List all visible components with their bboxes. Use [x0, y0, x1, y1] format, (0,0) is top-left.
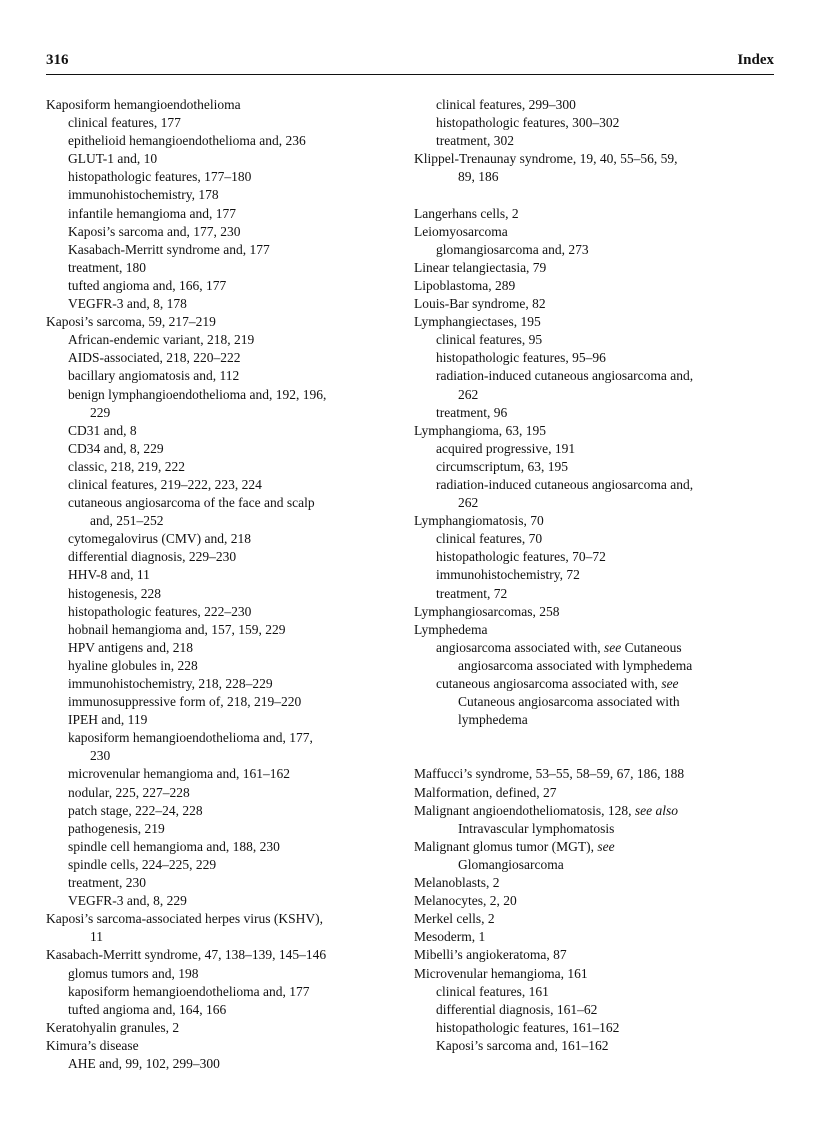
see-reference: see: [661, 676, 679, 691]
index-sub-entry: and, 251–252: [90, 513, 164, 529]
index-sub-entry: cutaneous angiosarcoma associated with, see: [436, 676, 679, 691]
index-sub-entry: clinical features, 70: [436, 531, 543, 547]
index-sub-entry: Kaposi’s sarcoma and, 161–162: [436, 1037, 609, 1053]
index-sub-entry: patch stage, 222–24, 228: [68, 802, 203, 818]
index-sub-entry: pathogenesis, 219: [68, 820, 165, 836]
index-sub-entry: immunohistochemistry, 178: [68, 187, 219, 203]
index-sub-entry: AHE and, 99, 102, 299–300: [68, 1055, 220, 1071]
index-sub-entry: IPEH and, 119: [68, 712, 148, 728]
index-sub-entry: 230: [90, 748, 111, 764]
index-sub-entry: 262: [458, 495, 479, 511]
index-sub-entry: treatment, 230: [68, 875, 146, 891]
index-main-entry: Malignant angioendotheliomatosis, 128, see also: [414, 802, 678, 818]
index-sub-entry: glomus tumors and, 198: [68, 965, 199, 981]
index-sub-entry: benign lymphangioendothelioma and, 192, 196,: [68, 386, 327, 402]
index-sub-entry: acquired progressive, 191: [436, 440, 576, 456]
index-sub-entry: 89, 186: [458, 169, 499, 185]
index-sub-entry: Intravascular lymphomatosis: [458, 820, 615, 836]
index-sub-entry: differential diagnosis, 161–62: [436, 1001, 598, 1017]
index-sub-entry: classic, 218, 219, 222: [68, 458, 185, 474]
index-main-entry: Maffucci’s syndrome, 53–55, 58–59, 67, 186, 188: [414, 766, 685, 782]
index-sub-entry: differential diagnosis, 229–230: [68, 549, 237, 565]
index-sub-entry: histogenesis, 228: [68, 585, 161, 601]
index-sub-entry: AIDS-associated, 218, 220–222: [68, 350, 241, 366]
index-sub-entry: immunosuppressive form of, 218, 219–220: [68, 694, 302, 710]
index-column-left: [46, 96, 406, 1073]
index-sub-entry: angiosarcoma associated with lymphedema: [458, 657, 693, 673]
index-sub-entry: Kaposi’s sarcoma and, 177, 230: [68, 223, 241, 239]
index-sub-entry: kaposiform hemangioendothelioma and, 177: [68, 983, 310, 999]
index-main-entry: Langerhans cells, 2: [414, 205, 519, 221]
index-sub-entry: treatment, 302: [436, 133, 514, 149]
index-main-entry: Microvenular hemangioma, 161: [414, 965, 588, 981]
index-sub-entry: treatment, 180: [68, 259, 146, 275]
index-gap: [414, 186, 776, 204]
index-main-entry: Merkel cells, 2: [414, 911, 495, 927]
index-sub-entry: lymphedema: [458, 712, 528, 728]
index-sub-entry: African-endemic variant, 218, 219: [68, 332, 255, 348]
index-sub-entry: clinical features, 161: [436, 983, 549, 999]
index-sub-entry: spindle cells, 224–225, 229: [68, 856, 217, 872]
index-main-entry: Lymphangiectases, 195: [414, 314, 541, 330]
see-reference: see: [597, 838, 615, 854]
index-main-entry: Malignant glomus tumor (MGT), see: [414, 838, 615, 854]
index-sub-entry: bacillary angiomatosis and, 112: [68, 368, 240, 384]
index-main-entry: Melanoblasts, 2: [414, 875, 500, 891]
index-main-entry: Lymphangiomatosis, 70: [414, 513, 544, 529]
index-sub-entry: CD34 and, 8, 229: [68, 440, 164, 456]
index-sub-entry: 229: [90, 404, 111, 420]
index-main-entry: Melanocytes, 2, 20: [414, 893, 517, 909]
index-main-entry: Kaposi’s sarcoma-associated herpes virus (KSHV),: [46, 911, 324, 927]
index-main-entry: Klippel-Trenaunay syndrome, 19, 40, 55–56, 59,: [414, 151, 678, 167]
index-main-entry: Kaposi’s sarcoma, 59, 217–219: [46, 314, 216, 330]
index-main-entry: Lymphedema: [414, 621, 488, 637]
index-sub-entry: histopathologic features, 161–162: [436, 1019, 620, 1035]
section-title: Index: [737, 52, 774, 68]
index-sub-entry: Kasabach-Merritt syndrome and, 177: [68, 241, 270, 257]
index-sub-entry: cutaneous angiosarcoma of the face and scalp: [68, 495, 315, 511]
index-sub-entry: 11: [90, 929, 103, 945]
page-number: 316: [46, 52, 69, 68]
index-sub-entry: HHV-8 and, 11: [68, 567, 150, 583]
index-sub-entry: clinical features, 95: [436, 332, 543, 348]
index-sub-entry: radiation-induced cutaneous angiosarcoma and,: [436, 476, 694, 492]
index-sub-entry: clinical features, 299–300: [436, 97, 576, 112]
index-sub-entry: histopathologic features, 177–180: [68, 169, 252, 185]
index-sub-entry: Glomangiosarcoma: [458, 856, 564, 872]
index-main-entry: Lymphangiosarcomas, 258: [414, 603, 560, 619]
index-sub-entry: circumscriptum, 63, 195: [436, 458, 568, 474]
see-reference: see also: [634, 802, 678, 818]
index-sub-entry: histopathologic features, 70–72: [436, 549, 606, 565]
index-main-entry: Linear telangiectasia, 79: [414, 259, 547, 275]
index-main-entry: Louis-Bar syndrome, 82: [414, 296, 546, 312]
page-header: [46, 52, 774, 75]
index-sub-entry: 262: [458, 386, 479, 402]
index-gap: [414, 729, 776, 747]
index-sub-entry: CD31 and, 8: [68, 422, 137, 438]
index-sub-entry: epithelioid hemangioendothelioma and, 236: [68, 133, 306, 149]
index-main-entry: Malformation, defined, 27: [414, 784, 557, 800]
index-sub-entry: histopathologic features, 300–302: [436, 115, 620, 131]
index-sub-entry: angiosarcoma associated with, see Cutaneous: [436, 639, 682, 655]
index-sub-entry: hyaline globules in, 228: [68, 657, 198, 673]
index-sub-entry: clinical features, 219–222, 223, 224: [68, 476, 262, 492]
index-sub-entry: tufted angioma and, 166, 177: [68, 277, 227, 293]
index-sub-entry: radiation-induced cutaneous angiosarcoma and,: [436, 368, 694, 384]
index-sub-entry: immunohistochemistry, 218, 228–229: [68, 676, 273, 691]
index-sub-entry: tufted angioma and, 164, 166: [68, 1001, 227, 1017]
index-sub-entry: hobnail hemangioma and, 157, 159, 229: [68, 621, 286, 637]
index-main-entry: Kasabach-Merritt syndrome, 47, 138–139, 145–146: [46, 947, 327, 963]
index-sub-entry: GLUT-1 and, 10: [68, 151, 158, 167]
index-sub-entry: spindle cell hemangioma and, 188, 230: [68, 838, 280, 854]
index-sub-entry: HPV antigens and, 218: [68, 639, 193, 655]
index-sub-entry: Cutaneous angiosarcoma associated with: [458, 694, 680, 710]
index-main-entry: Keratohyalin granules, 2: [46, 1019, 180, 1035]
index-sub-entry: immunohistochemistry, 72: [436, 567, 580, 583]
index-main-entry: Lymphangioma, 63, 195: [414, 422, 546, 438]
index-sub-entry: glomangiosarcoma and, 273: [436, 241, 589, 257]
index-sub-entry: histopathologic features, 222–230: [68, 603, 252, 619]
index-sub-entry: kaposiform hemangioendothelioma and, 177,: [68, 730, 313, 746]
see-reference: see: [603, 639, 622, 655]
index-gap: [414, 747, 776, 765]
index-sub-entry: VEGFR-3 and, 8, 178: [68, 296, 187, 312]
index-main-entry: Leiomyosarcoma: [414, 223, 508, 239]
index-sub-entry: treatment, 96: [436, 404, 508, 420]
index-main-entry: Mibelli’s angiokeratoma, 87: [414, 947, 567, 963]
index-sub-entry: cytomegalovirus (CMV) and, 218: [68, 531, 251, 547]
index-sub-entry: VEGFR-3 and, 8, 229: [68, 893, 187, 909]
index-main-entry: Kimura’s disease: [46, 1037, 139, 1053]
index-sub-entry: infantile hemangioma and, 177: [68, 205, 236, 221]
index-sub-entry: histopathologic features, 95–96: [436, 350, 606, 366]
index-sub-entry: treatment, 72: [436, 585, 508, 601]
index-sub-entry: microvenular hemangioma and, 161–162: [68, 766, 290, 782]
index-column-right: [414, 96, 776, 1055]
index-sub-entry: nodular, 225, 227–228: [68, 784, 190, 800]
index-main-entry: Lipoblastoma, 289: [414, 277, 516, 293]
index-main-entry: Mesoderm, 1: [414, 929, 486, 945]
index-sub-entry: clinical features, 177: [68, 115, 181, 131]
index-main-entry: Kaposiform hemangioendothelioma: [46, 97, 241, 112]
